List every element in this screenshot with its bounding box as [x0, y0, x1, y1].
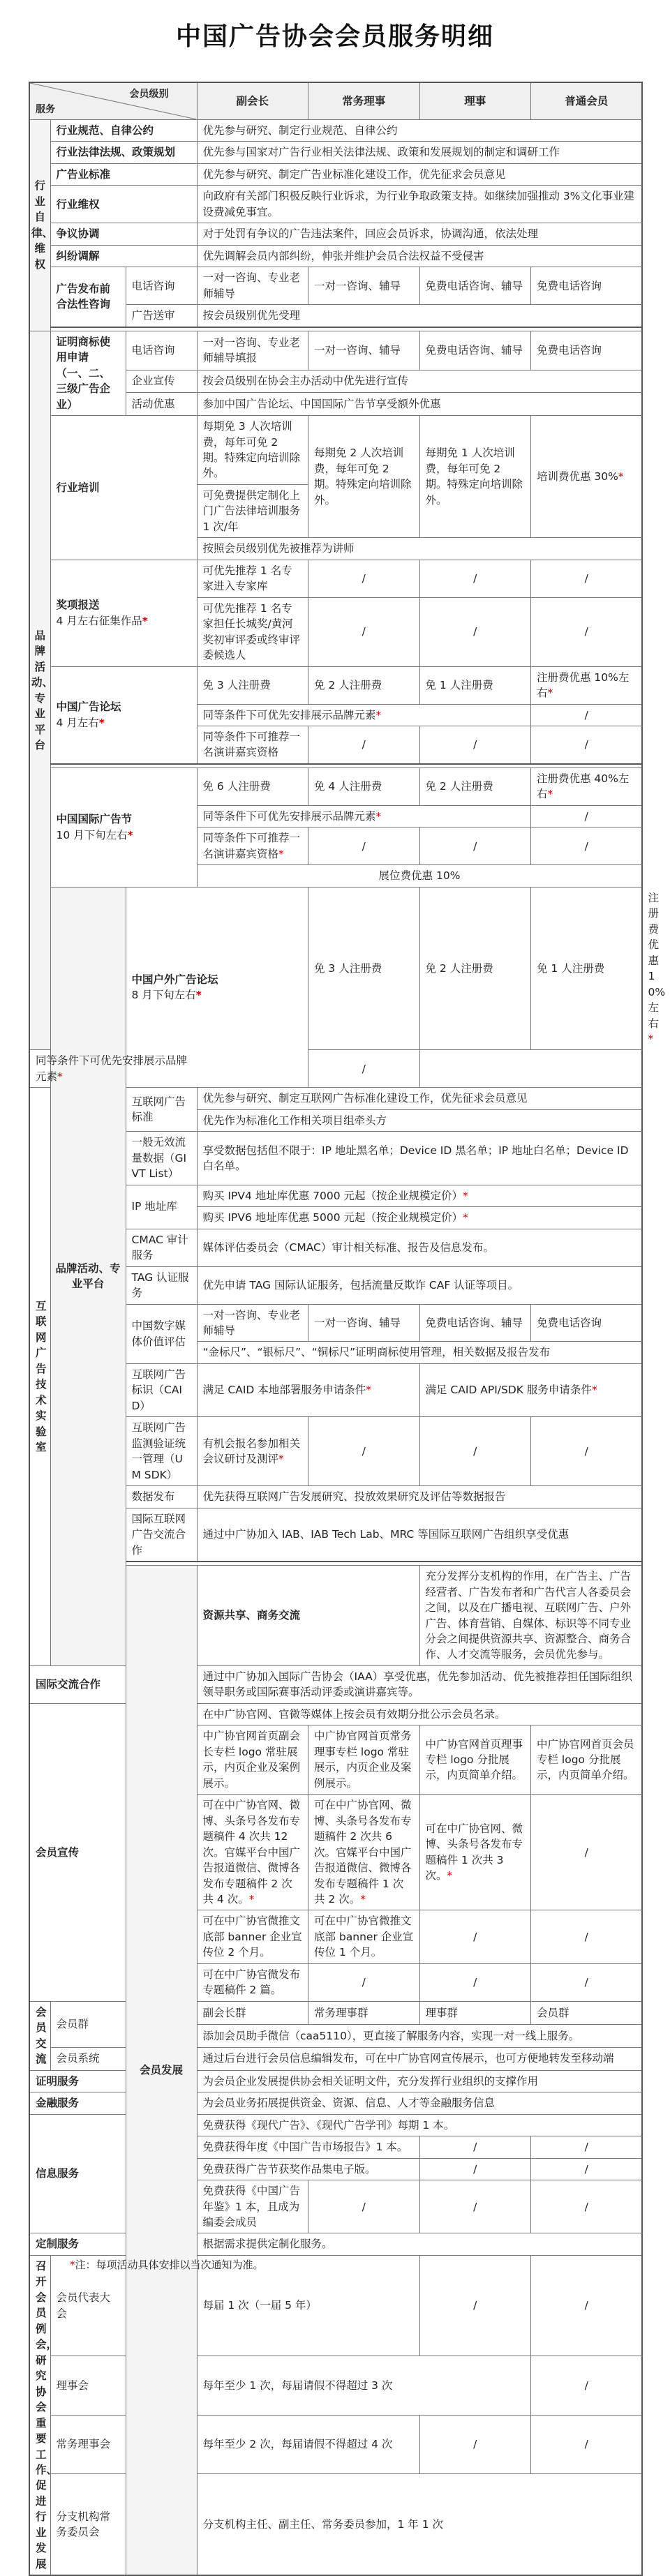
subcategory-cell: 分支机构常务委员会: [50, 2473, 126, 2575]
asterisk-mark: *: [278, 847, 284, 860]
content-cell: 分支机构主任、副主任、常务委员参加，1 年 1 次: [197, 2473, 642, 2575]
category-cell: [50, 767, 197, 887]
asterisk-mark: *: [360, 1893, 366, 1905]
value-cell: 免 2 人注册费: [308, 666, 420, 704]
value-cell: 中广协官网首页会员专栏 logo 分批展示，内页简单介绍。: [531, 1725, 643, 1795]
value-text: 可在中广协官网、微博、头条号各发布专题稿件 1 次共 3 次。: [425, 1822, 523, 1882]
subcategory-cell: 互联网广告监测验证统一管理（UM SDK）: [126, 1417, 197, 1486]
table-row: [29, 560, 642, 597]
content-cell: [197, 1185, 642, 1206]
subcategory-cell: 一般无效流量数据（GIVT List）: [126, 1132, 197, 1185]
category-cell: 定制服务: [29, 2233, 126, 2255]
table-row: [29, 666, 642, 704]
empty-cell: /: [531, 1795, 643, 1910]
table-row: [29, 887, 642, 1050]
content-cell: 每届 1 次（一届 5 年）: [197, 2255, 419, 2356]
content-cell: 优先参与研究、制定广告业标准化建设工作，优先征求会员意见: [197, 163, 642, 185]
subcategory-cell: 活动优惠: [126, 393, 197, 416]
content-cell: 按会员级别在协会主办活动中优先进行宣传: [197, 370, 642, 393]
empty-cell: /: [419, 726, 531, 764]
asterisk-mark: *: [447, 1869, 453, 1882]
table-row: [29, 2233, 642, 2255]
value-cell: 免费电话咨询: [531, 267, 643, 305]
category-note: 4 月左右: [56, 716, 99, 729]
table-row: [29, 1050, 642, 1088]
content-cell: 充分发挥分支机构的作用，在广告主、广告经营者、广告发布者和广告代言人各委员会之间，以及在广播电视、互联网广告、户外广告、体育营销、自媒体、标识等不同专业分会之间提供资源共享、资源整合、商务合作、人才交流等服务，会员优先参与。: [419, 1566, 642, 1666]
value-text: 有机会报名参加相关会议研讨及测评: [202, 1437, 301, 1466]
content-cell: 通过后台进行会员信息编辑发布，可在中广协官网宣传展示，也可方便地转发至移动端: [197, 2047, 642, 2070]
empty-cell: /: [531, 597, 643, 666]
empty-cell: /: [419, 2136, 531, 2158]
table-row: [29, 223, 642, 245]
empty-cell: /: [419, 2158, 531, 2180]
value-cell: 免 2 人注册费: [419, 887, 531, 1050]
table-row: [29, 245, 642, 267]
diagonal-header-cell: [29, 82, 197, 120]
empty-cell: /: [531, 2158, 643, 2180]
asterisk-mark: *: [248, 1893, 255, 1905]
content-cell: 展位费优惠 10%: [197, 865, 642, 887]
content-text: 同等条件下可优先安排展示品牌元素: [36, 1054, 188, 1083]
col-header-ordinary-member: 普通会员: [531, 82, 643, 120]
value-cell: 免 1 人注册费: [531, 887, 643, 1050]
content-cell: [197, 704, 531, 726]
category-cell: 广告业标准: [50, 163, 197, 185]
empty-cell: /: [531, 1963, 643, 2001]
content-text: 同等条件下可优先安排展示品牌元素: [202, 708, 376, 721]
value-cell: 会员群: [531, 2001, 643, 2024]
content-text: 满足 CAID 本地部署服务申请条件: [202, 1384, 366, 1397]
empty-cell: /: [531, 726, 643, 764]
table-row: [29, 2070, 642, 2092]
value-cell: 理事群: [419, 2001, 531, 2024]
table-row: [29, 2092, 642, 2114]
empty-cell: /: [308, 726, 420, 764]
empty-cell: /: [531, 805, 643, 827]
table-row: [29, 1703, 642, 1725]
table-row: [29, 331, 642, 370]
content-cell: 根据需求提供定制化服务。: [197, 2233, 642, 2255]
subcategory-cell: 电话咨询: [126, 267, 197, 305]
subcategory-cell: 会员群: [50, 2001, 126, 2047]
category-cell: 召开会员例会，研究协会重要工作、促进行业发展: [29, 2255, 50, 2575]
content-text: 购买 IPV4 地址库优惠 7000 元起（按企业规模定价）: [202, 1189, 463, 1202]
subcategory-cell: 互联网广告标识（CAID）: [126, 1363, 197, 1416]
value-cell: [419, 1795, 531, 1910]
value-cell: 中广协官网首页理事专栏 logo 分批展示，内页简单介绍。: [419, 1725, 531, 1795]
value-cell: 免 6 人注册费: [197, 767, 308, 805]
table-row: [29, 416, 642, 485]
content-cell: 优先参与研究、制定互联网广告标准化建设工作，优先征求会员意见: [197, 1088, 642, 1109]
value-cell: 同等条件下可推荐一名演讲嘉宾资格: [197, 726, 308, 764]
content-cell: 按照会员级别优先被推荐为讲师: [197, 538, 642, 560]
category-cell: 互联网广告技术实验室: [29, 1088, 50, 1666]
content-cell: 优先申请 TAG 国际认证服务，包括流量反欺诈 CAF 认证等项目。: [197, 1266, 642, 1304]
empty-cell: /: [308, 828, 420, 865]
asterisk-mark: *: [591, 1384, 597, 1397]
asterisk-mark: *: [366, 1384, 372, 1397]
services-table: [29, 82, 666, 2576]
subcategory-cell: 理事会: [50, 2356, 126, 2415]
content-cell: 优先调解会员内部纠纷，伸张并维护会员合法权益不受侵害: [197, 245, 642, 267]
category-cell: 广告发布前合法性咨询: [50, 267, 126, 327]
table-row: [29, 267, 642, 305]
subcategory-cell: CMAC 审计服务: [126, 1229, 197, 1266]
empty-cell: /: [308, 2180, 420, 2233]
empty-cell: /: [531, 1417, 643, 1486]
value-cell: [531, 666, 643, 704]
empty-cell: /: [308, 1963, 420, 2001]
content-cell: 通过中广协加入国际广告协会（IAA）享受优惠，优先参加活动、优先被推荐担任国际组织领导职务或国际赛事活动评委或演讲嘉宾等。: [197, 1665, 642, 1703]
subcategory-cell: 常务理事会: [50, 2415, 126, 2473]
value-cell: 免费电话咨询: [531, 1304, 643, 1342]
category-note: 10 月下旬左右: [56, 828, 128, 841]
value-cell: 免费电话咨询: [531, 331, 643, 370]
value-cell: 免 4 人注册费: [308, 767, 420, 805]
value-cell: [531, 767, 643, 805]
asterisk-mark: *: [70, 2259, 75, 2271]
value-cell: 免 3 人注册费: [308, 887, 420, 1050]
asterisk-mark: *: [375, 809, 382, 823]
empty-cell: /: [419, 1963, 531, 2001]
value-text: 注册费优惠 10%左右: [537, 671, 630, 700]
value-cell: 一对一咨询、辅导: [308, 331, 420, 370]
asterisk-mark: *: [98, 716, 105, 729]
content-cell: 添加会员助手微信（caa5110），更直接了解服务内容，实现一对一线上服务。: [197, 2024, 642, 2047]
table-row: [29, 186, 642, 223]
value-cell: 一对一咨询、辅导: [308, 1304, 420, 1342]
value-cell: 副会长群: [197, 2001, 308, 2024]
empty-cell: /: [419, 1910, 531, 1963]
category-cell: 会员交流: [29, 2001, 50, 2070]
empty-cell: /: [531, 2356, 643, 2415]
value-cell: 一对一咨询、专业老师辅导填报: [197, 331, 308, 370]
value-cell: 可在中广协官微发布专题稿件 2 篇。: [197, 1963, 308, 2001]
value-cell: 一对一咨询、辅导: [308, 267, 420, 305]
value-text: 注册费优惠 40%左右: [537, 772, 630, 801]
asterisk-mark: *: [463, 1211, 468, 1225]
asterisk-mark: *: [195, 989, 202, 1002]
section-label: 品牌活动、专业平台: [50, 887, 126, 1665]
content-cell: 媒体评估委员会（CMAC）审计相关标准、报告及信息发布。: [197, 1229, 642, 1266]
content-cell: 按会员级别优先受理: [197, 305, 642, 327]
category-cell: 国际交流合作: [29, 1665, 126, 1703]
value-cell: 每期免 2 人次培训费，每年可免 2 期。特殊定向培训除外。: [308, 416, 420, 538]
table-header-row: [29, 82, 642, 120]
category-title: 中国户外广告论坛: [131, 973, 218, 986]
empty-cell: /: [419, 828, 531, 865]
content-cell: [197, 1363, 419, 1416]
value-cell: 每期免 1 人次培训费，每年可免 2 期。特殊定向培训除外。: [419, 416, 531, 538]
value-cell: 可免费提供定制化上门广告法律培训服务 1 次/年: [197, 484, 308, 537]
table-row: [29, 1665, 642, 1703]
empty-cell: /: [531, 2180, 643, 2233]
asterisk-mark: *: [648, 1032, 654, 1045]
value-cell: [197, 828, 308, 865]
footnote-text: 注：每项活动具体安排以当次通知为准。: [75, 2259, 264, 2271]
value-text: 可在中广协官网、微博、头条号各发布专题稿件 2 次共 6 次。官媒平台中国广告报道微信、微博各发布专题稿件 1 次共 2 次。: [314, 1799, 412, 1905]
content-cell: 优先获得互联网广告发展研究、投放效果研究及评估等数据报告: [197, 1486, 642, 1508]
value-cell: 免 3 人注册费: [197, 666, 308, 704]
content-text: 购买 IPV6 地址库优惠 5000 元起（按企业规模定价）: [202, 1211, 463, 1225]
empty-cell: /: [308, 1417, 420, 1486]
content-cell: [197, 805, 531, 827]
value-cell: 可在中广协官微推文底部 banner 企业宣传位 2 个月。: [197, 1910, 308, 1963]
asterisk-mark: *: [547, 788, 553, 801]
content-cell: 每年至少 2 次，每届请假不得超过 4 次: [197, 2415, 419, 2473]
value-cell: [308, 1795, 420, 1910]
value-text: 可在中广协官网、微博、头条号各发布专题稿件 4 次共 12 次。官媒平台中国广告报道微信、微博各发布专题稿件 2 次共 4 次。: [202, 1799, 301, 1905]
value-cell: 可优先推荐 1 名专家担任长城奖/黄河奖初审评委或终审评委候选人: [197, 597, 308, 666]
page-title: 中国广告协会会员服务明细: [175, 22, 494, 51]
table-row: [29, 2047, 642, 2070]
category-cell: 争议协调: [50, 223, 197, 245]
subcategory-cell: 企业宣传: [126, 370, 197, 393]
section-label: 品牌活动、专业平台: [29, 331, 50, 1050]
asterisk-mark: *: [375, 708, 382, 721]
value-cell: [197, 1417, 308, 1486]
value-cell: 每期免 3 人次培训费，每年可免 2 期。特殊定向培训除外。: [197, 416, 308, 485]
section-label: 会员发展: [126, 1566, 197, 2576]
asterisk-mark: *: [57, 1070, 63, 1083]
value-cell: 免费获得《中国广告年鉴》1 本，且成为编委会成员: [197, 2180, 308, 2233]
asterisk-mark: *: [127, 828, 133, 841]
subcategory-cell: 会员系统: [50, 2047, 126, 2070]
empty-cell: /: [531, 704, 643, 726]
value-cell: 免 1 人注册费: [419, 666, 531, 704]
category-title: 中国国际广告节: [56, 813, 133, 826]
empty-cell: /: [419, 2415, 531, 2473]
table-row: [29, 142, 642, 163]
value-cell: 一对一咨询、专业老师辅导: [197, 267, 308, 305]
category-cell: 行业维权: [50, 186, 197, 223]
content-cell: 免费获得广告节获奖作品集电子版。: [197, 2158, 419, 2180]
content-cell: [29, 1050, 197, 1088]
table-row: [29, 2114, 642, 2136]
empty-cell: /: [531, 828, 643, 865]
content-cell: 对于处罚有争议的广告违法案件，回应会员诉求，协调沟通，依法处理: [197, 223, 642, 245]
category-cell: 纠纷调解: [50, 245, 197, 267]
subcategory-cell: IP 地址库: [126, 1185, 197, 1229]
empty-cell: /: [419, 1417, 531, 1486]
table-row: [29, 767, 642, 805]
content-cell: 通过中广协加入 IAB、IAB Tech Lab、MRC 等国际互联网广告组织享受优惠: [197, 1508, 642, 1562]
value-text: 注册费优惠 10%左右: [648, 891, 666, 1030]
empty-cell: /: [531, 2415, 643, 2473]
asterisk-mark: *: [547, 687, 553, 700]
value-cell: 中广协官网首页副会长专栏 logo 常驻展示，内页企业及案例展示。: [197, 1725, 308, 1795]
value-cell: 常务理事群: [308, 2001, 420, 2024]
value-text: 培训费优惠 30%: [537, 470, 618, 483]
member-level-label: 会员级别: [129, 89, 169, 100]
content-cell: 为会员业务拓展提供资金、资源、信息、人才等金融服务信息: [197, 2092, 642, 2114]
table-row: [29, 2001, 642, 2024]
table-row: [29, 2415, 642, 2473]
subcategory-cell: 国际互联网广告交流合作: [126, 1508, 197, 1562]
value-cell: 可在中广协官微推文底部 banner 企业宣传位 1 个月。: [308, 1910, 420, 1963]
service-label: 服务: [36, 103, 55, 115]
value-cell: [531, 416, 643, 538]
content-cell: 免费获得《现代广告》、《现代广告学刊》每期 1 本。: [197, 2114, 642, 2136]
category-cell: 会员宣传: [29, 1703, 126, 2001]
content-cell: 优先作为标准化工作相关项目组牵头方: [197, 1109, 642, 1131]
value-cell: 一对一咨询、专业老师辅导: [197, 1304, 308, 1342]
category-cell: 行业规范、自律公约: [50, 120, 197, 142]
empty-cell: /: [419, 597, 531, 666]
asterisk-mark: *: [278, 1453, 284, 1466]
content-cell: [419, 1363, 642, 1416]
value-cell: 免 2 人注册费: [419, 767, 531, 805]
col-header-executive-director: 常务理事: [308, 82, 420, 120]
category-cell: [50, 560, 197, 666]
value-cell: 可优先推荐 1 名专家进入专家库: [197, 560, 308, 597]
content-cell: [197, 1207, 642, 1229]
content-cell: 参加中国广告论坛、中国国际广告节享受额外优惠: [197, 393, 642, 416]
content-cell: 优先参与国家对广告行业相关法律法规、政策和发展规划的制定和调研工作: [197, 142, 642, 163]
value-cell: 免费电话咨询、辅导: [419, 1304, 531, 1342]
asterisk-mark: *: [142, 614, 148, 627]
table-row: [29, 2473, 642, 2575]
col-header-director: 理事: [419, 82, 531, 120]
category-cell: 资源共享、商务交流: [197, 1566, 419, 1666]
content-cell: “金标尺”、“银标尺”、“铜标尺”证明商标使用管理，相关数据及报告发布: [197, 1342, 642, 1363]
category-cell: 金融服务: [29, 2092, 126, 2114]
asterisk-mark: *: [618, 470, 624, 483]
value-text: 同等条件下可推荐一名演讲嘉宾资格: [202, 832, 301, 860]
table-row: [29, 2356, 642, 2415]
subcategory-cell: TAG 认证服务: [126, 1266, 197, 1304]
footnote: [70, 2257, 264, 2272]
category-title: 奖项报送: [56, 599, 100, 612]
subcategory-cell: 中国数字媒体价值评估: [126, 1304, 197, 1363]
subcategory-cell: 互联网广告标准: [126, 1088, 197, 1132]
content-text: 满足 CAID API/SDK 服务申请条件: [425, 1384, 592, 1397]
empty-cell: /: [419, 560, 531, 597]
table-row: [29, 163, 642, 185]
category-cell: 行业法律法规、政策规划: [50, 142, 197, 163]
content-cell: 每年至少 1 次，每届请假不得超过 3 次: [197, 2356, 531, 2415]
empty-cell: /: [308, 1050, 420, 1088]
subcategory-cell: 电话咨询: [126, 331, 197, 370]
empty-cell: /: [308, 560, 420, 597]
category-cell: 行业培训: [50, 416, 197, 560]
content-text: 同等条件下可优先安排展示品牌元素: [202, 809, 376, 823]
content-cell: 向政府有关部门积极反映行业诉求，为行业争取政策支持。如继续加强推动 3%文化事业建设费减免事宜。: [197, 186, 642, 223]
subcategory-cell: 数据发布: [126, 1486, 197, 1508]
empty-cell: /: [531, 2136, 643, 2158]
value-cell: [197, 1795, 308, 1910]
value-cell: 免费电话咨询、辅导: [419, 267, 531, 305]
empty-cell: /: [531, 2255, 643, 2356]
category-cell: [50, 666, 197, 764]
asterisk-mark: *: [463, 1189, 468, 1202]
category-cell: 证明服务: [29, 2070, 126, 2092]
value-cell: 免费电话咨询、辅导: [419, 331, 531, 370]
content-cell: 免费获得年度《中国广告市场报告》1 本。: [197, 2136, 419, 2158]
content-cell: 为会员企业发展提供协会相关证明文件，充分发挥行业组织的支撑作用: [197, 2070, 642, 2092]
col-header-vice-president: 副会长: [197, 82, 308, 120]
category-note: 4 月左右征集作品: [56, 614, 142, 627]
table-row: [29, 120, 642, 142]
category-title: 中国广告论坛: [56, 701, 121, 714]
content-cell: 优先参与研究、制定行业规范、自律公约: [197, 120, 642, 142]
category-cell: 信息服务: [29, 2114, 126, 2233]
subcategory-cell: 广告送审: [126, 305, 197, 327]
category-note: 8 月下旬左右: [131, 989, 196, 1002]
empty-cell: /: [531, 560, 643, 597]
empty-cell: /: [308, 597, 420, 666]
empty-cell: /: [419, 2180, 531, 2233]
empty-cell: /: [419, 2255, 531, 2356]
content-cell: 享受数据包括但不限于：IP 地址黑名单；Device ID 黑名单；IP 地址白名单；Device ID 白名单。: [197, 1132, 642, 1185]
content-cell: 在中广协官网、官微等媒体上按会员有效期分批公示会员名录。: [197, 1703, 642, 1725]
empty-cell: /: [531, 1910, 643, 1963]
value-cell: 中广协官网首页常务理事专栏 logo 常驻展示，内页企业及案例展示。: [308, 1725, 420, 1795]
section-label: 行业自律、维权: [29, 120, 50, 331]
category-cell: 证明商标使用申请（一、二、三级广告企业）: [50, 331, 126, 415]
subcategory-cell: 会员代表大会: [50, 2255, 126, 2356]
